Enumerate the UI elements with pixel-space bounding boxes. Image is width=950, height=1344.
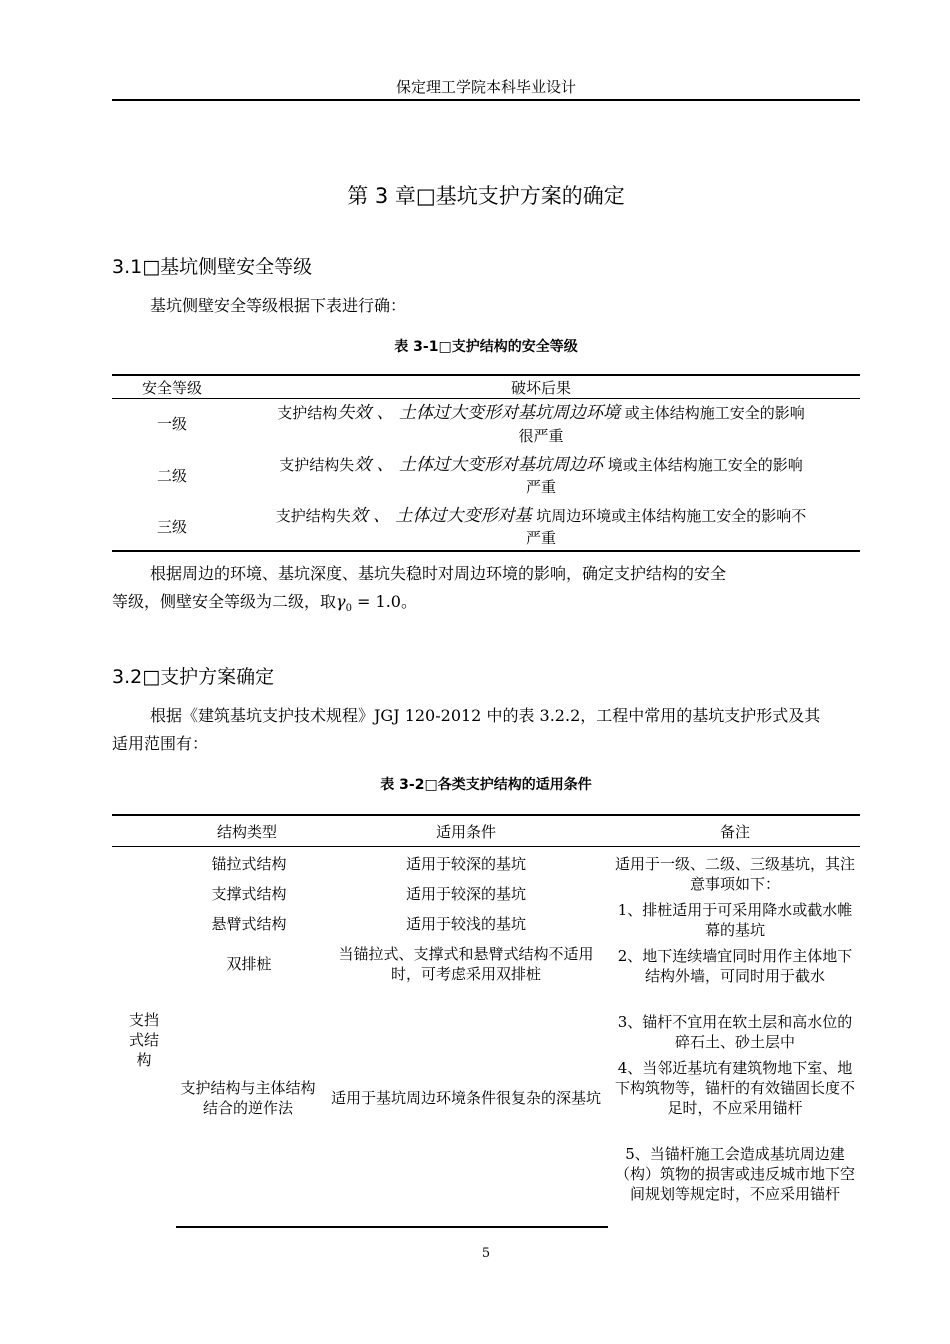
chapter-title: 第 3 章□基坑支护方案的确定 <box>347 184 625 208</box>
note-cell: 3、锚杆不宜用在软土层和高水位的碎石土、砂土层中 <box>617 1013 853 1051</box>
level-cell: 一级 <box>156 415 187 433</box>
column-header-consequence: 破坏后果 <box>510 379 571 397</box>
note-cell: 2、地下连续墙宜同时用作主体地下结构外墙，可同时用于截水 <box>617 947 853 985</box>
section-intro-3-1: 基坑侧壁安全等级根据下表进行确： <box>150 296 407 315</box>
consequence-cell-line2: 严重 <box>525 478 556 496</box>
table-bottom-rule <box>176 1226 608 1228</box>
consequence-cell: 支护结构失效 、 土体过大变形对基坑周边环境 或主体结构施工安全的影响 <box>277 403 805 423</box>
section-heading-3-2: 3.2□支护方案确定 <box>112 666 275 688</box>
level-cell: 二级 <box>156 467 187 485</box>
table-top-rule <box>112 374 860 376</box>
page-header-title: 保定理工学院本科毕业设计 <box>395 78 576 96</box>
header-rule <box>112 99 860 101</box>
condition-cell: 适用于基坑周边环境条件很复杂的深基坑 <box>330 1089 601 1107</box>
column-header-level: 安全等级 <box>141 379 202 397</box>
table-header-rule <box>112 846 860 847</box>
consequence-cell-line2: 严重 <box>525 529 556 547</box>
table-top-rule <box>112 814 860 816</box>
condition-cell: 当锚拉式、支撑式和悬臂式结构不适用时，可考虑采用双排桩 <box>338 945 594 983</box>
table-bottom-rule <box>112 550 860 552</box>
section-heading-3-1: 3.1□基坑侧壁安全等级 <box>112 256 313 278</box>
consequence-cell: 支护结构失效 、 土体过大变形对基坑周边环 境或主体结构施工安全的影响 <box>279 455 803 475</box>
section-intro-3-2: 根据《建筑基坑支护技术规程》JGJ 120-2012 中的表 3.2.2，工程中常用的基坑支护形式及其 适用范围有： <box>112 706 821 753</box>
structure-type: 双排桩 <box>226 955 272 973</box>
level-cell: 三级 <box>156 518 187 536</box>
column-header-type: 结构类型 <box>216 823 277 841</box>
structure-type: 悬臂式结构 <box>211 915 287 933</box>
page-number: 5 <box>481 1246 491 1261</box>
table-header-rule <box>112 398 860 399</box>
condition-cell: 适用于较深的基坑 <box>405 885 526 903</box>
note-cell: 5、当锚杆施工会造成基坑周边建（构）筑物的损害或违反城市地下空间规划等规定时，不应采用锚杆 <box>614 1145 855 1203</box>
note-cell: 4、当邻近基坑有建筑物地下室、地下构筑物等，锚杆的有效锚固长度不足时，不应采用锚杆 <box>614 1059 855 1117</box>
column-header-notes: 备注 <box>719 823 750 841</box>
table-caption-3-2: 表 3-2□各类支护结构的适用条件 <box>380 777 592 793</box>
section-conclusion-3-1: 根据周边的环境、基坑深度、基坑失稳时对周边环境的影响，确定支护结构的安全 等级，侧壁安全等级为二级，取$\gamma_0 = 1.0$。 <box>112 564 727 615</box>
consequence-cell: 支护结构失效 、 土体过大变形对基 坑周边环境或主体结构施工安全的影响不 <box>275 506 807 526</box>
table-caption-3-1: 表 3-1□支护结构的安全等级 <box>394 339 578 355</box>
note-cell: 适用于一级、二级、三级基坑，其注意事项如下： <box>614 855 855 893</box>
group-label: 支挡式结构 <box>128 1011 159 1069</box>
condition-cell: 适用于较浅的基坑 <box>405 915 526 933</box>
note-cell: 1、排桩适用于可采用降水或截水帷幕的基坑 <box>617 901 853 939</box>
structure-type: 支撑式结构 <box>211 885 287 903</box>
column-header-condition: 适用条件 <box>435 823 496 841</box>
consequence-cell-line2: 很严重 <box>518 427 564 445</box>
condition-cell: 适用于较深的基坑 <box>405 855 526 873</box>
structure-type: 锚拉式结构 <box>211 855 287 873</box>
structure-type: 支护结构与主体结构结合的逆作法 <box>180 1079 316 1117</box>
